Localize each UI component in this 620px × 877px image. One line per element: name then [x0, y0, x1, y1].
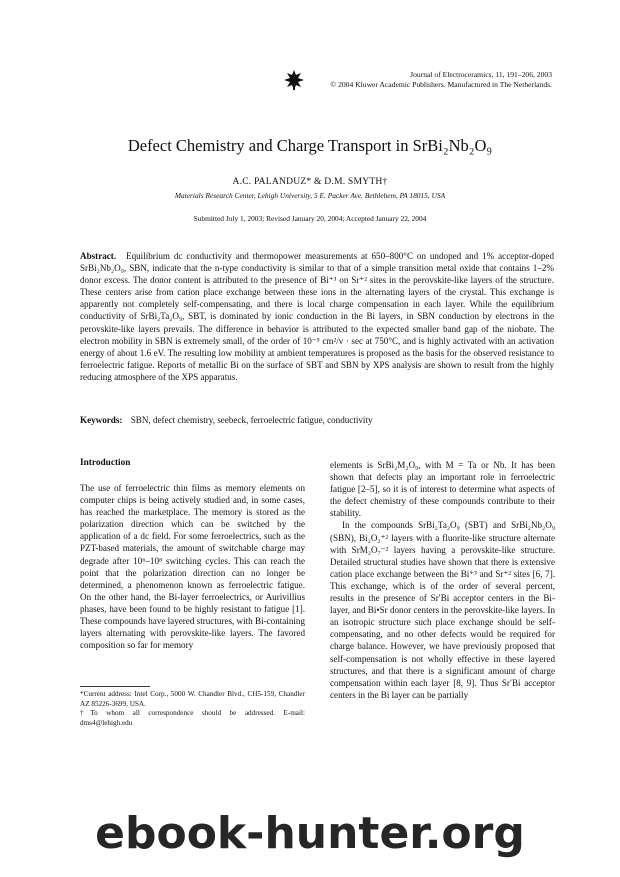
article-title: Defect Chemistry and Charge Transport in SrBi₂Nb₂O₉	[127, 136, 493, 155]
author-affiliation: Materials Research Center, Lehigh University, 5 E. Packer Ave. Bethlehem, PA 18015, USA	[174, 191, 446, 200]
footnote-divider	[80, 686, 150, 687]
abstract-text: Equilibrium dc conductivity and thermopower measurements at 650–800°C on undoped and 1% acceptor-doped SrBi₂Nb₂O₉, SBN, indicate that the n-type conductivity is similar to that of a simple transition metal oxide that contains 1–2% donor excess. The donor content is attributed to the presence of Bi⁺³ on Sr⁺² sites in the perovskite-like layers of the structure. These centers arise from cation place exchange between these ions in the alternating layers of the crystal. This exchange is apparently not completely self-compensating, and there is local charge compensation in each layer. While the equilibrium conductivity of SrBi₂Ta₂O₉, SBT, is dominated by ionic conduction in the Bi layers, in SBN conduction by electrons in the perovskite-like layers prevails. The difference in behavior is attributed to the expected smaller band gap of the niobate. The electron mobility in SBN is extremely small, of the order of 10⁻⁵ cm²/v · sec at 750°C, and is highly activated with an activation energy of about 1.6 eV. The resulting low mobility at ambient temperatures is proposed as the basis for the observed resistance to ferroelectric fatigue. Reports of metallic Bi on the surface of SBT and SBN by XPS analysis are shown to result from the highly reducing atmosphere of the XPS apparatus.	[80, 251, 554, 382]
abstract-block	[80, 250, 554, 383]
footnote-2: †To whom all correspondence should be addressed. E-mail: dms4@lehigh.edu	[80, 709, 305, 727]
intro-paragraph-right-1: elements is SrBi₂M₂O₉, with M = Ta or Nb. It has been shown that defects play an important role in ferroelectric fatigue [2–5], so it is of interest to determine what aspects of the defect chemistry of these compounds contribute to their stability.	[330, 460, 555, 519]
footnote-1: *Current address: Intel Corp., 5000 W. Chandler Blvd., CH5-159, Chandler AZ 85226-3699, USA.	[80, 690, 305, 708]
keywords-label: Keywords:	[80, 415, 123, 425]
article-authors: A.C. PALANDUZ* & D.M. SMYTH†	[232, 176, 388, 187]
journal-line-2: © 2004 Kluwer Academic Publishers. Manufactured in The Netherlands.	[330, 80, 552, 89]
journal-citation	[252, 70, 552, 90]
intro-paragraph-right-2: In the compounds SrBi₂Ta₂O₉ (SBT) and SrBi₂Nb₂O₉ (SBN), Bi₂O₂⁺² layers with a fluorite-like structure alternate with SrM₂O₇⁻² layers having a perovskite-like structure. Detailed structural studies have shown that there is extensive cation place exchange between the Bi⁺³ and Sr⁺² sites [6, 7]. This exchange, which is of the order of several percent, results in the presence of Sr′Bi acceptor centers in the Bi-layer, and Bi•Sr donor centers in the perovskite-like layers. In an isotropic structure such place exchange should be self-compensating, and no other defects would be required for charge balance. However, we have previously proposed that self-compensation is not wholly effective in these layered structures, and that there is a significant amount of charge compensation within each layer [8, 9]. Thus Sr′Bi acceptor centers in the Bi layer can be partially	[330, 520, 555, 700]
right-column	[330, 459, 555, 701]
abstract-label: Abstract.	[80, 251, 117, 261]
footnotes	[80, 690, 305, 728]
watermark-text: ebook-hunter.org	[95, 808, 525, 859]
keywords-block	[80, 415, 554, 425]
keywords-text: SBN, defect chemistry, seebeck, ferroelectric fatigue, conductivity	[130, 415, 373, 425]
section-heading-introduction: Introduction	[80, 458, 131, 468]
submission-dates: Submitted July 1, 2003; Revised January 20, 2004; Accepted January 22, 2004	[193, 214, 427, 223]
journal-line-1: Journal of Electroceramics, 11, 191–206, 2003	[410, 70, 552, 79]
left-column	[80, 482, 305, 651]
intro-paragraph-left: The use of ferroelectric thin films as memory elements on computer chips is being actively studied and, in some cases, has reached the marketplace. The memory is stored as the polarization direction which can be switched by the application of a dc field. For some ferroelectrics, such as the PZT-based materials, the amount of switchable charge may degrade after 10⁶–10⁸ switching cycles. This can reach the point that the polarization direction can no longer be determined, a phenomenon known as ferroelectric fatigue. On the other hand, the Bi-layer ferroelectrics, or Aurivillius phases, have been found to be highly resistant to fatigue [1]. These compounds have layered structures, with Bi-containing layers alternating with perovskite-like layers. The favored composition so far for memory	[80, 483, 306, 651]
